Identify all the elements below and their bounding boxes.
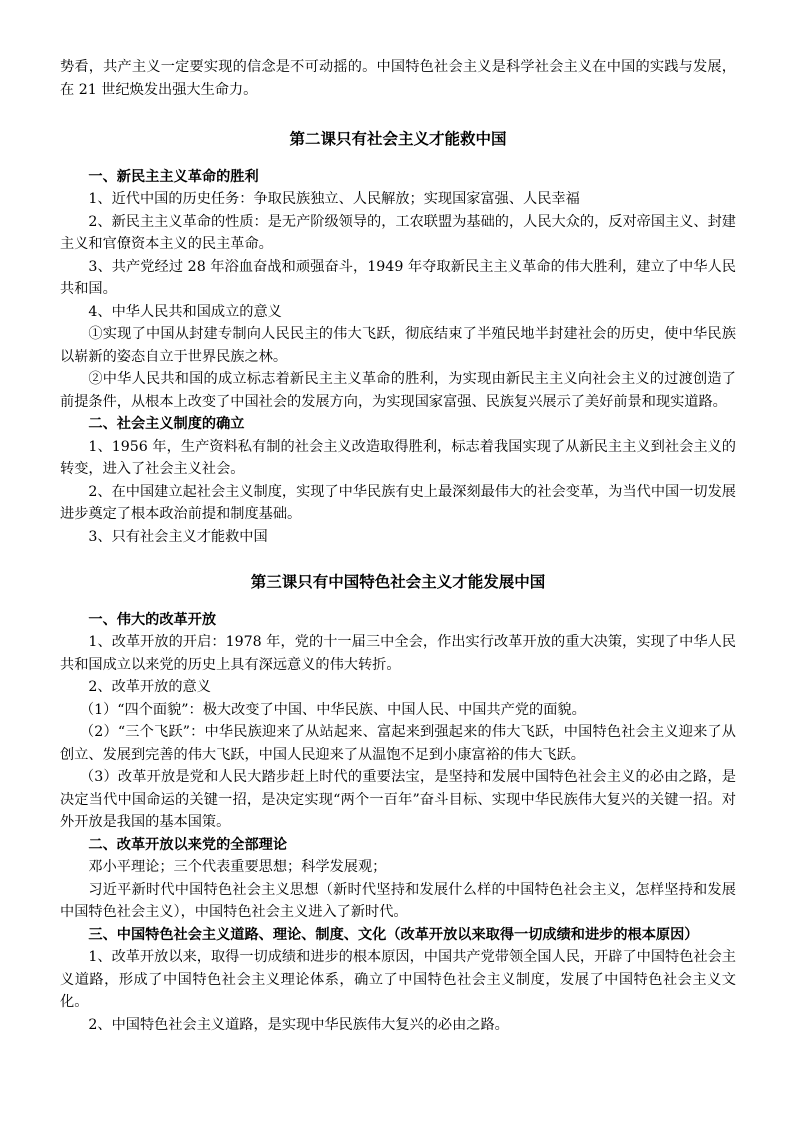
paragraph: 3、只有社会主义才能救中国: [88, 528, 268, 545]
lesson3-section3-heading: 三、中国特色社会主义道路、理论、制度、文化（改革开放以来取得一切成绩和进步的根本原因）: [88, 926, 699, 943]
paragraph: 1、1956 年，生产资料私有制的社会主义改造取得胜利，标志着我国实现了从新民主主义到社会主义的转变，进入了社会主义社会。: [60, 438, 736, 477]
paragraph: 2、改革开放的意义: [88, 679, 211, 695]
paragraph: 习近平新时代中国特色社会主义思想（新时代坚持和发展什么样的中国特色社会主义，怎样坚持和发展中国特色社会主义），中国特色社会主义进入了新时代。: [60, 881, 736, 920]
paragraph: 2、在中国建立起社会主义制度，实现了中华民族有史上最深刻最伟大的社会变革，为当代中国一切发展进步奠定了根本政治前提和制度基础。: [60, 483, 736, 522]
lesson2-section2-heading: 二、社会主义制度的确立: [88, 416, 245, 432]
paragraph: 邓小平理论；三个代表重要思想；科学发展观；: [88, 859, 387, 875]
lesson3-section2-heading: 二、改革开放以来党的全部理论: [88, 836, 288, 853]
paragraph: （1）“四个面貌”：极大改变了中国、中华民族、中国人民、中国共产党的面貌。: [79, 701, 586, 718]
paragraph: 4、中华人民共和国成立的意义: [88, 303, 282, 320]
paragraph: ②中华人民共和国的成立标志着新民主主义革命的胜利，为实现由新民主主义向社会主义的过渡创造了前提条件，从根本上改变了中国社会的发展方向，为实现国家富强、民族复兴展示了美好前景和现实道路。: [60, 371, 736, 410]
paragraph: 2、新民主主义革命的性质：是无产阶级领导的，工农联盟为基础的，人民大众的，反对帝国主义、封建主义和官僚资本主义的民主革命。: [60, 213, 736, 252]
lesson3-title: 第三课只有中国特色社会主义才能发展中国: [250, 572, 546, 591]
lesson3-section1-heading: 一、伟大的改革开放: [88, 611, 217, 628]
document-page: [60, 56, 736, 1036]
lesson2-section1-heading: 一、新民主主义革命的胜利: [88, 168, 259, 185]
intro-line-2: 践与发展，在 21 世纪焕发出强大生命力。: [60, 59, 736, 98]
lesson2-title: 第二课只有社会主义才能救中国: [289, 129, 507, 148]
paragraph: 1、改革开放的开启：1978 年，党的十一届三中全会，作出实行改革开放的重大决策，实现了中华人民共和国成立以来党的历史上具有深远意义的伟大转折。: [60, 634, 736, 673]
paragraph: 2、中国特色社会主义道路，是实现中华民族伟大复兴的必由之路。: [88, 1016, 509, 1033]
paragraph: ①实现了中国从封建专制向人民民主的伟大飞跃，彻底结束了半殖民地半封建社会的历史，使中华民族以崭新的姿态自立于世界民族之林。: [60, 326, 736, 365]
intro-line-1: 势看，共产主义一定要实现的信念是不可动摇的。中国特色社会主义是科学社会主义在中国的实: [60, 59, 665, 75]
paragraph: 1、近代中国的历史任务：争取民族独立、人民解放；实现国家富强、人民幸福: [88, 191, 580, 207]
intro-paragraph: [60, 56, 736, 101]
paragraph: 1、改革开放以来，取得一切成绩和进步的根本原因，中国共产党带领全国人民，开辟了中国特色社会主义道路，形成了中国特色社会主义理论体系，确立了中国特色社会主义制度，发展了中国特色社会主义文化。: [60, 949, 736, 1010]
paragraph: 3、共产党经过 28 年浴血奋战和顽强奋斗，1949 年夺取新民主主义革命的伟大胜利，建立了中华人民共和国。: [60, 258, 736, 297]
paragraph: （3）改革开放是党和人民大踏步赶上时代的重要法宝，是坚持和发展中国特色社会主义的必由之路，是决定当代中国命运的关键一招，是决定实现“两个一百年”奋斗目标、实现中华民族伟大复兴的关键一招。对外开放是我国的基本国策。: [60, 769, 736, 830]
paragraph: （2）“三个飞跃”：中华民族迎来了从站起来、富起来到强起来的伟大飞跃，中国特色社会主义迎来了从创立、发展到完善的伟大飞跃，中国人民迎来了从温饱不足到小康富裕的伟大飞跃。: [60, 724, 736, 763]
